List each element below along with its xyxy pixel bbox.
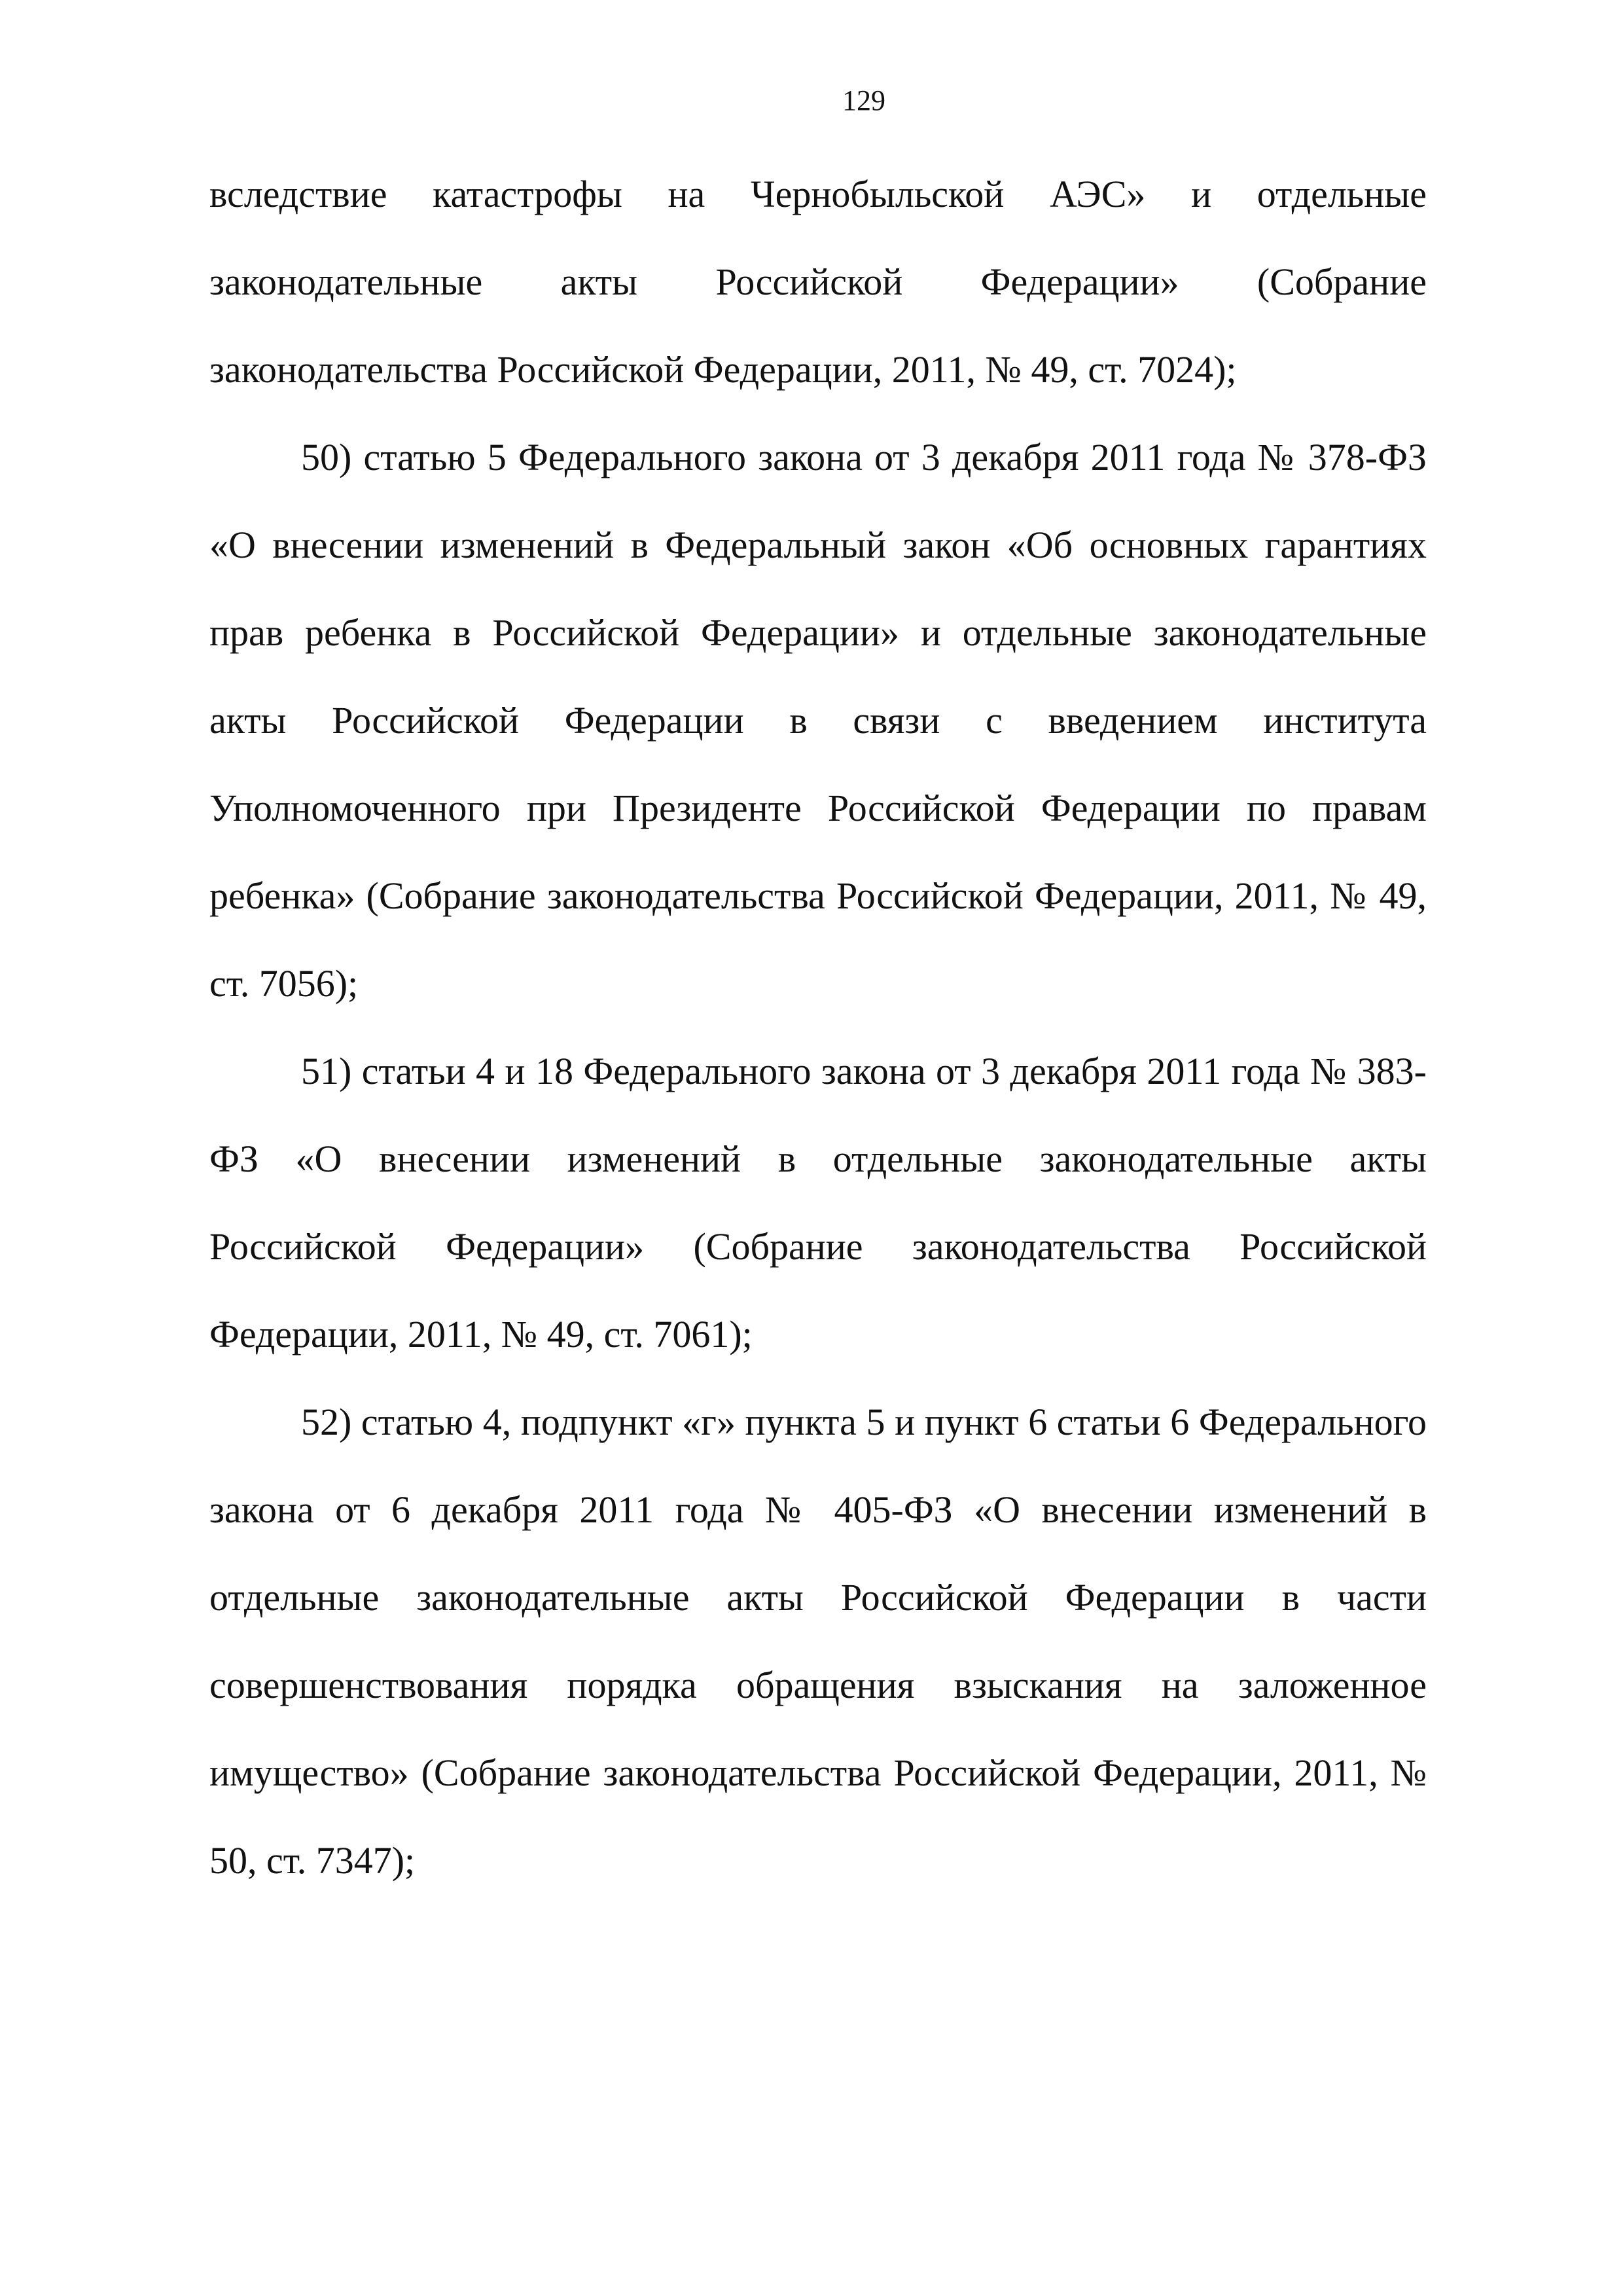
- paragraph-item-52: 52) статью 4, подпункт «г» пункта 5 и пункт 6 статьи 6 Федерального закона от 6 декабря 2011 года № 405-ФЗ «О внесении изменений в отдельные законодательные акты Российской Федерации в части совершенствования порядка обращения взыскания на заложенное имущество» (Собрание законодательства Российской Федерации, 2011, № 50, ст. 7347);: [209, 1401, 1427, 1882]
- paragraph-continuation: вследствие катастрофы на Чернобыльской АЭС» и отдельные законодательные акты Российской Федерации» (Собрание законодательства Российской Федерации, 2011, № 49, ст. 7024);: [209, 173, 1427, 391]
- paragraph-item-50: 50) статью 5 Федерального закона от 3 декабря 2011 года № 378-ФЗ «О внесении изменений в Федеральный закон «Об основных гарантиях прав ребенка в Российской Федерации» и отдельные законодательные акты Российской Федерации в связи с введением института Уполномоченного при Президенте Российской Федерации по правам ребенка» (Собрание законодательства Российской Федерации, 2011, № 49, ст. 7056);: [209, 436, 1427, 1005]
- paragraph-item-51: 51) статьи 4 и 18 Федерального закона от 3 декабря 2011 года № 383-ФЗ «О внесении изменений в отдельные законодательные акты Российской Федерации» (Собрание законодательства Российской Федерации, 2011, № 49, ст. 7061);: [209, 1050, 1427, 1355]
- document-body: [209, 151, 1427, 1905]
- page-number: 129: [842, 84, 885, 117]
